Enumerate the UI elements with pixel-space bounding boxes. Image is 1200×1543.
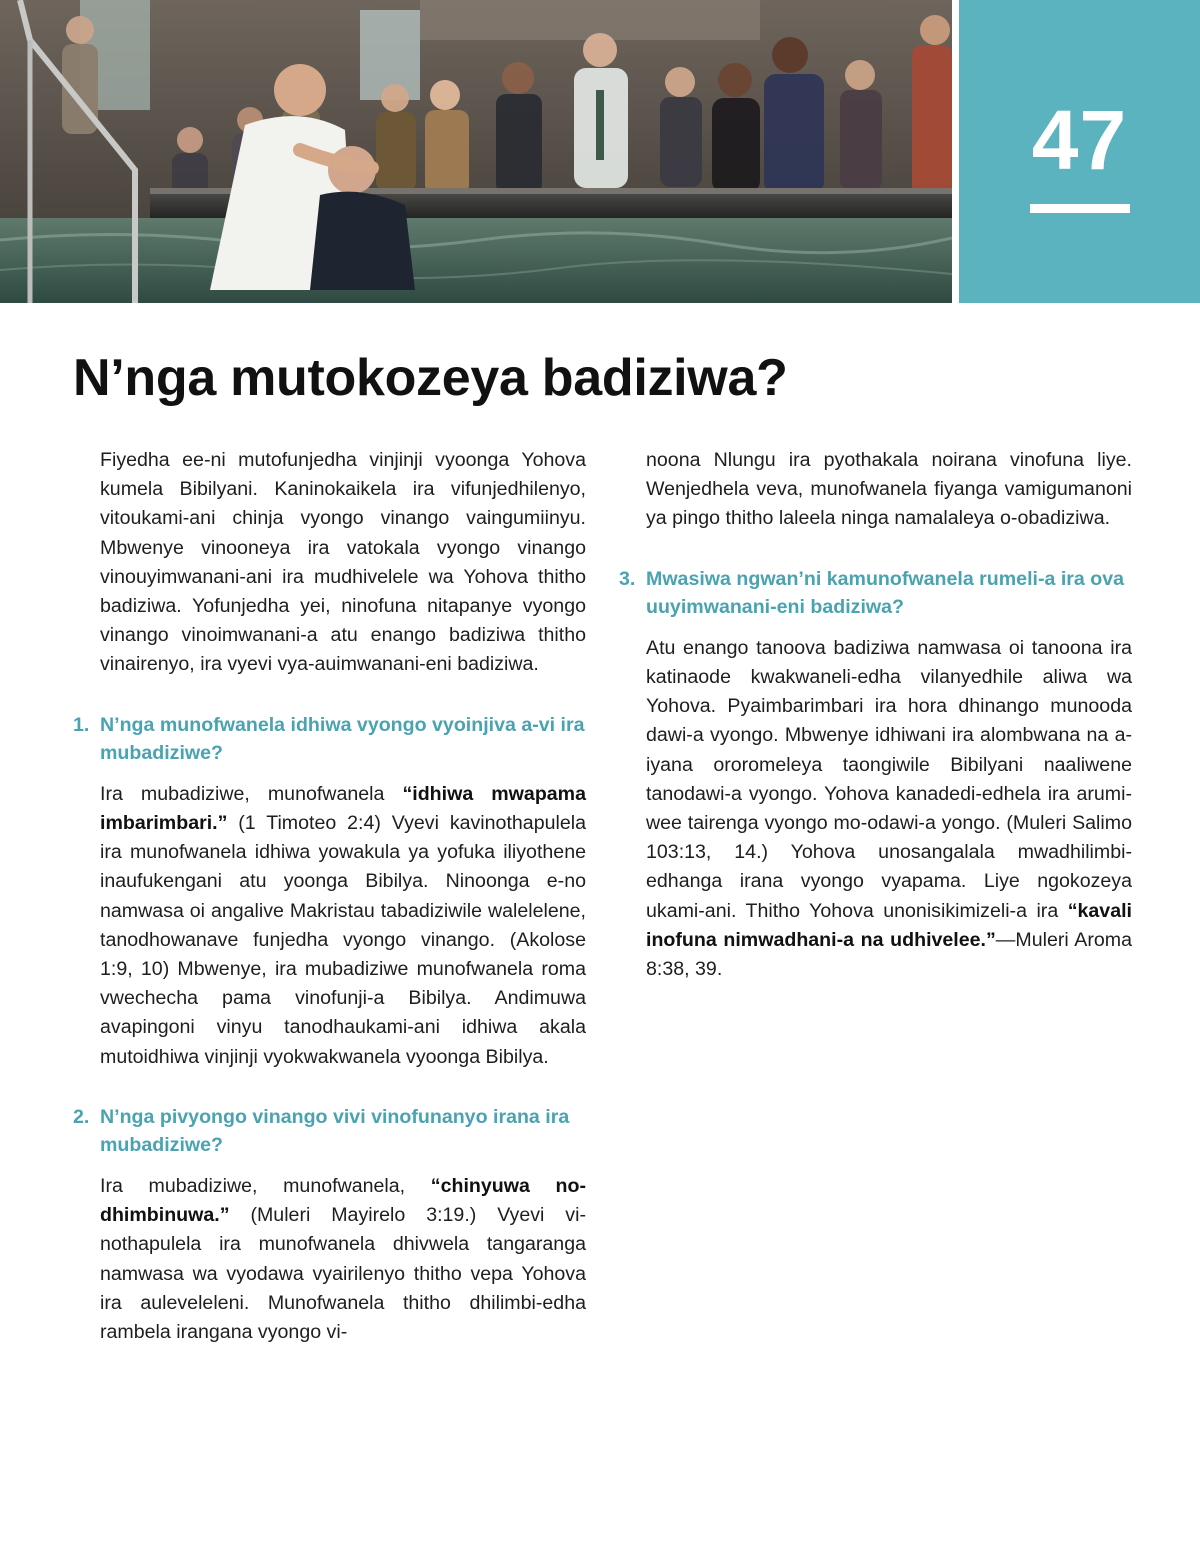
- question-3-number: 3.: [619, 567, 636, 590]
- question-3-text: Mwasiwa ngwan’ni kamunofwanela rumeli-a ira ova uuyimwanani-eni badiziwa?: [646, 567, 1124, 619]
- lesson-number-box: [959, 0, 1200, 303]
- question-2-number: 2.: [73, 1105, 90, 1128]
- answer-3-emphasis: “kavali inofuna nimwadhani-a na udhivelee.”: [646, 899, 1132, 951]
- answer-1-text-before: Ira mubadiziwe, munofwanela: [100, 782, 403, 805]
- lesson-number-underline: [1030, 204, 1130, 213]
- answer-2-text-after: (Muleri Mayirelo 3:19.) Vyevi vinothapulela ira munofwanela dhivwela tangaranga namwasa wa vyodawa vyairilenyo thitho vepa Yohova ira auleveleleni. Munofwanela thitho dhilimbi-edha rambela irangana vyongo vi-: [100, 1204, 586, 1344]
- answer-3-text-after: —Muleri Aroma 8:38, 39.: [646, 928, 1133, 981]
- lesson-number: 47: [1031, 93, 1128, 187]
- answer-1-text-after: (1 Timoteo 2:4) Vyevi kavinothapulela ira munofwanela idhiwa yowakula ya yofuka iliyothene inaufukengani atu yoonga Bibilya. Ninoonga e-no namwasa oi angalive Makristau tabadiziwile walelelene, tanodhowanave funjedha vyongo vinango. (Akolose 1:9, 10) Mbwenye, ira mubadiziwe munofwanela roma vwechecha pama vinofunji-a Bibilya. Andimuwa avapingoni vinyu tanodhaukami-ani idhiwa akala mutoidhiwa vinjinji vyokwakwanela vyoonga Bibilya.: [100, 812, 586, 1068]
- answer-3-paragraph: [619, 634, 1132, 984]
- answer-2-text-before: Ira mubadiziwe, munofwanela,: [100, 1175, 431, 1198]
- right-column: [619, 446, 1132, 984]
- answer-2-continued: noona Nlungu ira pyothakala noirana vinofuna liye. Wenjedhela veva, munofwanela fiyanga vamigumanoni ya pingo thitho laleela ninga namalaleya o-obadiziwa.: [646, 449, 1132, 530]
- intro-paragraph: Fiyedha ee-ni mutofunjedha vinjinji vyoonga Yohova kumela Bibilyani. Kaninokaikela ira vifunjedhilenyo, vitoukami-ani chinja vyongo vinango vaingumiinyu. Mbwenye vinooneya ira vatokala vyongo vinango vinouyimwanani-ani ira mudhivelele wa Yohova thitho badiziwa. Yofunjedha yei, ninofuna nitapanye vyongo vinango vinoimwanani-a atu enango badiziwa thitho vinairenyo, ira vyevi vya-auimwanani-eni badiziwa.: [100, 449, 586, 676]
- question-2: [73, 1103, 586, 1160]
- answer-1-paragraph: [73, 780, 586, 1072]
- left-column: [73, 446, 586, 1347]
- question-1: [73, 711, 586, 768]
- answer-2-paragraph: [73, 1172, 586, 1347]
- page-title: N’nga mutokozeya badiziwa?: [73, 349, 788, 407]
- question-1-text: N’nga munofwanela idhiwa vyongo vyoinjiva a-vi ira mubadiziwe?: [100, 713, 585, 765]
- answer-2-emphasis: “chinyuwa nodhimbinuwa.”: [100, 1175, 586, 1227]
- answer-3-text-before: Atu enango tanoova badiziwa namwasa oi tanoona ira katinaode kwakwaneli-edha vilanyedhile aliwa wa Yohova. Pyaimbarimbari ira hora dhinango munooda dawi-a vyongo. Mbwenye idhiwani ira alombwana na a-iyana ororomeleya taongiwile Bibilyani naaliwene tanodawi-a vyongo. Yohova kanadedi-edhela ira arumiwee tairenga vyongo mo-odawi-a yongo. (Muleri Salimo 103:13, 14.) Yohova unosangalala mwadhilimbi-edhanga irana vyongo vyapama. Liye ngokozeya ukami-ani. Thitho Yohova unonisikimizeli-a ira: [646, 636, 1132, 922]
- baptism-photo: [0, 0, 952, 303]
- question-2-text: N’nga pivyongo vinango vivi vinofunanyo irana ira mubadiziwe?: [100, 1105, 570, 1157]
- question-1-number: 1.: [73, 713, 90, 736]
- question-3: [619, 565, 1132, 622]
- answer-1-emphasis: “idhiwa mwapama imbarimbari.”: [100, 782, 586, 835]
